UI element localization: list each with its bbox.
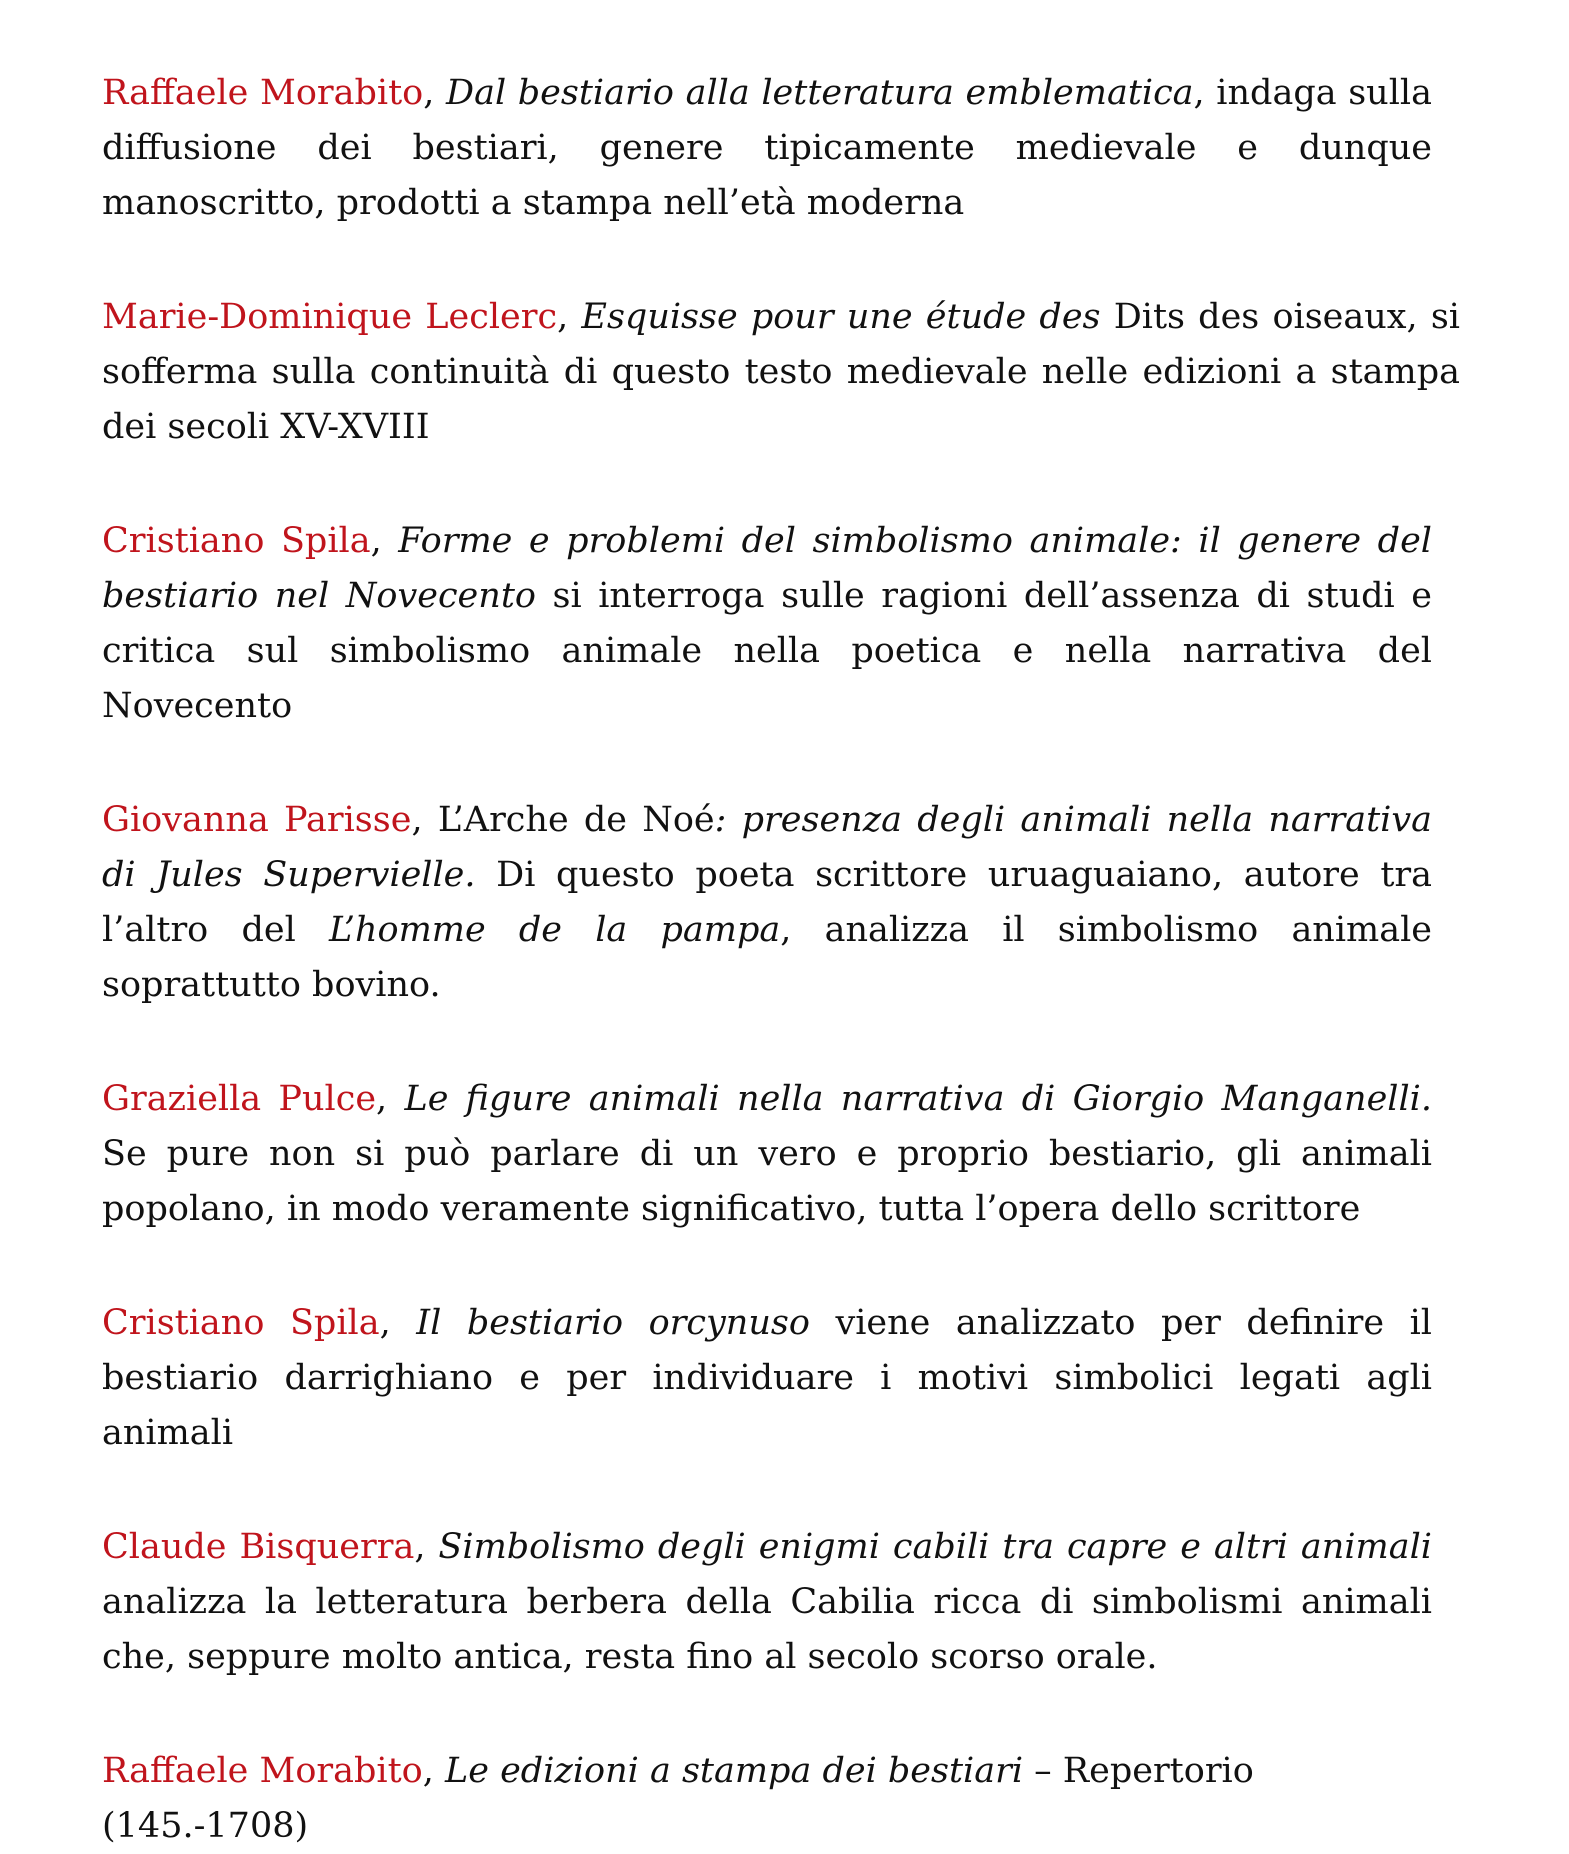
entry-title: Esquisse pour une étude des	[581, 297, 1101, 337]
entry-description: – Repertorio (145.-1708)	[102, 1751, 1254, 1846]
entry-separator: ,	[422, 1751, 446, 1791]
entry-author: Cristiano Spila	[102, 1303, 380, 1343]
entry-3	[102, 514, 1432, 734]
entry-title-plain: L’Arche de Noé	[437, 800, 715, 840]
entry-title: Le edizioni a stampa dei bestiari	[445, 1751, 1024, 1791]
entry-4	[102, 793, 1432, 1013]
entry-author: Claude Bisquerra	[102, 1527, 415, 1567]
entry-author: Giovanna Parisse	[102, 800, 412, 840]
entry-title: Forme e problemi del simbolismo animale: il genere del bestiario nel Novecento	[102, 521, 1432, 616]
entry-description: analizza la letteratura berbera della Cabilia ricca di simbolismi animali che, seppure molto antica, resta fino al secolo scorso orale.	[102, 1582, 1432, 1677]
entry-cited-work: L’homme de la pampa	[329, 910, 781, 950]
entry-separator: ,	[411, 800, 438, 840]
entry-description: Se pure non si può parlare di un vero e proprio bestiario, gli animali popolano, in modo veramente significativo, tutta l’opera dello scrittore	[102, 1134, 1432, 1229]
entry-title: Dal bestiario alla letteratura emblematica	[446, 73, 1194, 113]
entry-author: Graziella Pulce	[102, 1079, 377, 1119]
entry-title: : presenza degli animali nella narrativa di Jules Supervielle.	[102, 800, 1432, 895]
entry-separator: ,	[376, 1079, 405, 1119]
entry-separator: ,	[414, 1527, 439, 1567]
entry-7	[102, 1520, 1432, 1685]
entry-title: Le figure animali nella narrativa di Giorgio Manganelli.	[404, 1079, 1432, 1119]
document-page	[102, 66, 1460, 1854]
entry-author: Cristiano Spila	[102, 521, 371, 561]
entry-8	[102, 1744, 1432, 1854]
entry-1	[102, 66, 1432, 231]
entry-separator: ,	[370, 521, 399, 561]
entry-6	[102, 1296, 1432, 1461]
entry-description-end: , analizza il simbolismo animale soprattutto bovino.	[102, 910, 1433, 1005]
entry-description: si interroga sulle ragioni dell’assenza di studi e critica sul simbolismo animale nella poetica e nella narrativa del Novecento	[102, 576, 1432, 726]
entry-author: Raffaele Morabito	[102, 1751, 423, 1791]
entry-title: Simbolismo degli enigmi cabili tra capre e altri animali	[438, 1527, 1432, 1567]
entry-description: Di questo poeta scrittore uruaguaiano, autore tra l’altro del	[102, 855, 1432, 950]
entry-title: Il bestiario orcynuso	[416, 1303, 810, 1343]
entry-2	[102, 290, 1460, 455]
entry-separator: ,	[379, 1303, 417, 1343]
entry-description: viene analizzato per definire il bestiario darrighiano e per individuare i motivi simbolici legati agli animali	[102, 1303, 1432, 1453]
entry-5	[102, 1072, 1432, 1237]
entry-separator: ,	[557, 297, 582, 337]
entry-author: Marie-Dominique Leclerc	[102, 297, 558, 337]
entry-description: Dits des oiseaux, si sofferma sulla continuità di questo testo medievale nelle edizioni a stampa dei secoli XV-XVIII	[102, 297, 1460, 447]
entry-separator: ,	[423, 73, 447, 113]
entry-author: Raffaele Morabito	[102, 73, 424, 113]
entry-description: , indaga sulla diffusione dei bestiari, genere tipicamente medievale e dunque manoscritto, prodotti a stampa nell’età moderna	[102, 73, 1432, 223]
